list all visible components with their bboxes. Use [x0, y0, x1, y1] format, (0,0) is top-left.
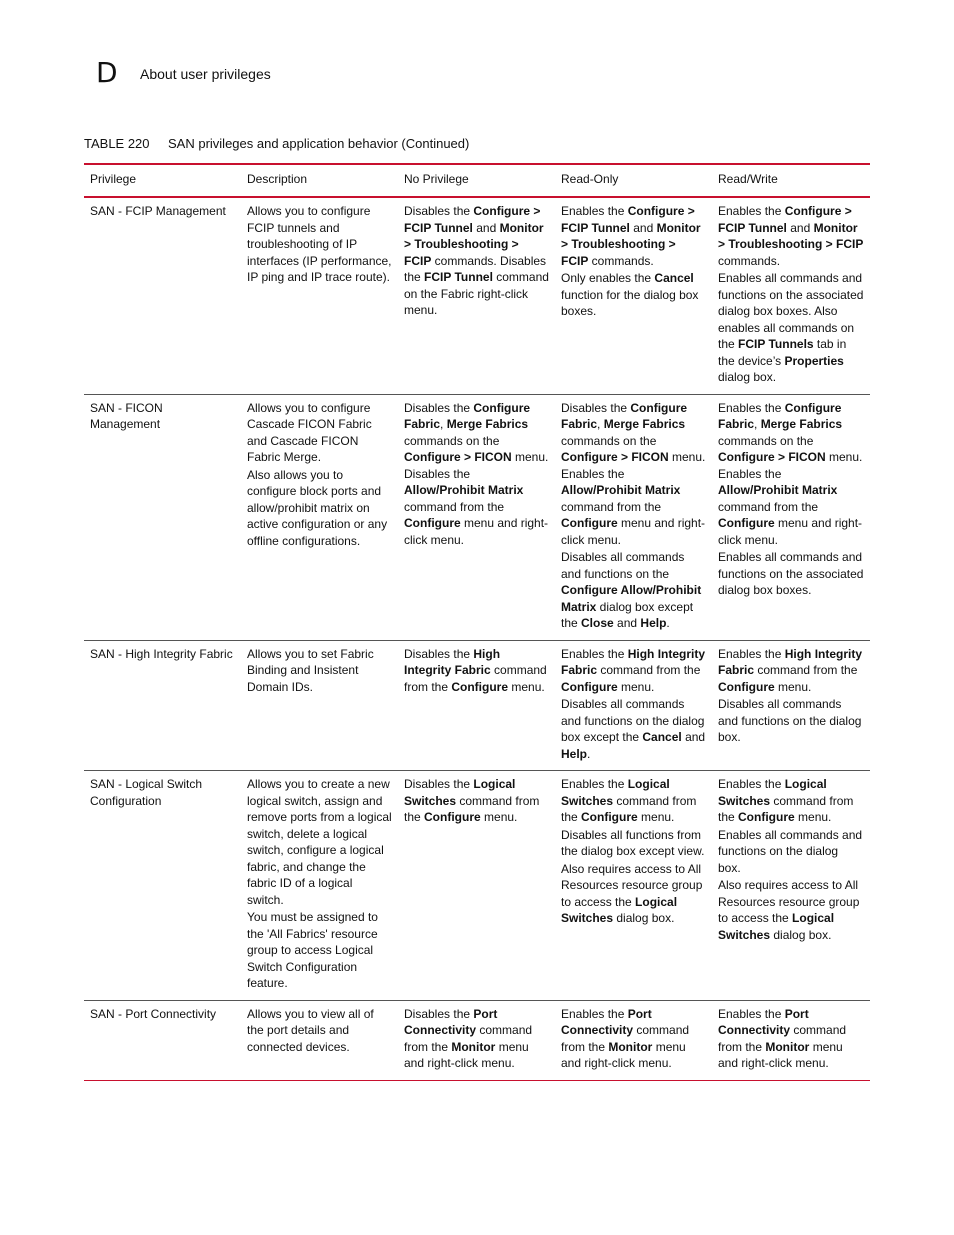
cell-paragraph: Enables all commands and functions on the associated dialog box boxes. Also enables all commands on the FCIP Tunnels tab in the device’s Properties dialog box. [718, 271, 864, 384]
cell-paragraph: Enables all commands and functions on the associated dialog box boxes. [718, 550, 864, 597]
table-header [84, 164, 870, 197]
cell-read-write [712, 640, 870, 771]
cell-description [241, 197, 398, 394]
cell-read-only [555, 197, 712, 394]
cell-paragraph: Also allows you to configure block ports and allow/prohibit matrix on active configuration or any offline configurations. [247, 467, 388, 548]
cell-paragraph: Enables the Logical Switches command from the Configure menu. [561, 777, 697, 824]
cell-paragraph: Disables the Configure Fabric, Merge Fabrics commands on the Configure > FICON menu. Disables the Allow/Prohibit Matrix command from the Configure menu and right-click menu. [404, 400, 549, 547]
cell-paragraph: Allows you to view all of the port details and connected devices. [247, 1006, 374, 1054]
cell-paragraph: Also requires access to All Resources resource group to access the Logical Switches dialog box. [718, 878, 860, 942]
cell-no-privilege [398, 197, 555, 394]
cell-paragraph: Enables the Port Connectivity command from the Monitor menu and right-click menu. [718, 1006, 847, 1070]
cell-paragraph: Enables the High Integrity Fabric command from the Configure menu. [718, 646, 863, 694]
cell-paragraph: Only enables the Cancel function for the dialog box boxes. [561, 271, 699, 318]
cell-paragraph: Disables the Logical Switches command from the Configure menu. [404, 777, 540, 824]
cell-paragraph: Enables the Configure > FCIP Tunnel and Monitor > Troubleshooting > FCIP commands. [718, 204, 864, 268]
cell-description [241, 640, 398, 771]
column-header-read-only: Read-Only [561, 172, 619, 187]
cell-paragraph: SAN - Port Connectivity [90, 1006, 217, 1021]
cell-description [241, 394, 398, 640]
cell-privilege [84, 771, 241, 1001]
cell-paragraph: SAN - FICON Management [90, 400, 163, 431]
cell-paragraph: Enables all commands and functions on the dialog box. [718, 827, 863, 875]
cell-paragraph: Disables the Port Connectivity command from the Monitor menu and right-click menu. [404, 1006, 533, 1070]
cell-read-write [712, 1000, 870, 1080]
column-header-description: Description [247, 172, 308, 187]
cell-paragraph: Allows you to configure Cascade FICON Fabric and Cascade FICON Fabric Merge. [247, 400, 372, 464]
cell-read-write [712, 771, 870, 1001]
cell-no-privilege [398, 1000, 555, 1080]
cell-paragraph: SAN - FCIP Management [90, 204, 226, 218]
cell-paragraph: Disables all commands and functions on the dialog box. [718, 697, 862, 744]
cell-no-privilege [398, 640, 555, 771]
cell-paragraph: SAN - Logical Switch Configuration [90, 777, 203, 808]
section-title: About user privileges [140, 66, 271, 82]
cell-read-only [555, 640, 712, 771]
chapter-letter: D [96, 56, 118, 89]
cell-paragraph: Disables all commands and functions on the dialog box except the Cancel and Help. [561, 697, 706, 761]
table-row [84, 394, 870, 640]
cell-no-privilege [398, 394, 555, 640]
cell-paragraph: Also requires access to All Resources resource group to access the Logical Switches dialog box. [561, 861, 703, 925]
header-row [84, 164, 870, 197]
cell-no-privilege [398, 771, 555, 1001]
cell-paragraph: Allows you to configure FCIP tunnels and troubleshooting of IP interfaces (IP performance, IP ping and IP trace route). [247, 204, 392, 284]
column-header-privilege: Privilege [90, 172, 137, 187]
cell-privilege [84, 197, 241, 394]
cell-paragraph: Allows you to create a new logical switch, assign and remove ports from a logical switch, delete a logical switch, configure a logical fabric, and change the fabric ID of a logical switch. [247, 777, 392, 907]
table-row [84, 771, 870, 1001]
cell-paragraph: Enables the Configure > FCIP Tunnel and Monitor > Troubleshooting > FCIP commands. [561, 204, 701, 268]
table-caption [84, 136, 469, 151]
table-number: TABLE 220 [84, 136, 150, 151]
table-row [84, 197, 870, 394]
cell-paragraph: SAN - High Integrity Fabric [90, 646, 233, 661]
cell-paragraph: Disables all functions from the dialog box except view. [561, 827, 705, 858]
cell-read-write [712, 197, 870, 394]
cell-read-write [712, 394, 870, 640]
cell-paragraph: Enables the Port Connectivity command from the Monitor menu and right-click menu. [561, 1006, 690, 1070]
cell-paragraph: Enables the Configure Fabric, Merge Fabrics commands on the Configure > FICON menu. Enables the Allow/Prohibit Matrix command from the Configure menu and right-click menu. [718, 400, 863, 547]
cell-paragraph: You must be assigned to the 'All Fabrics' resource group to access Logical Switch Configuration feature. [247, 910, 378, 990]
table-title: SAN privileges and application behavior (Continued) [168, 136, 470, 151]
cell-description [241, 1000, 398, 1080]
cell-privilege [84, 1000, 241, 1080]
table-body [84, 197, 870, 1080]
cell-paragraph: Allows you to set Fabric Binding and Insistent Domain IDs. [247, 646, 374, 694]
cell-read-only [555, 1000, 712, 1080]
cell-description [241, 771, 398, 1001]
cell-paragraph: Disables the High Integrity Fabric command from the Configure menu. [404, 646, 547, 694]
privileges-table [84, 163, 870, 1081]
cell-privilege [84, 640, 241, 771]
cell-paragraph: Disables the Configure Fabric, Merge Fabrics commands on the Configure > FICON menu. Enables the Allow/Prohibit Matrix command from the Configure menu and right-click menu. [561, 400, 706, 547]
cell-read-only [555, 394, 712, 640]
cell-paragraph: Disables all commands and functions on the Configure Allow/Prohibit Matrix dialog box except the Close and Help. [561, 550, 702, 630]
column-header-no-privilege: No Privilege [404, 172, 469, 187]
cell-paragraph: Disables the Configure > FCIP Tunnel and Monitor > Troubleshooting > FCIP commands. Disables the FCIP Tunnel command on the Fabric right-click menu. [404, 204, 549, 317]
cell-paragraph: Enables the High Integrity Fabric command from the Configure menu. [561, 646, 706, 694]
table-row [84, 1000, 870, 1080]
table-row [84, 640, 870, 771]
cell-read-only [555, 771, 712, 1001]
cell-privilege [84, 394, 241, 640]
cell-paragraph: Enables the Logical Switches command from the Configure menu. [718, 777, 854, 824]
column-header-read-write: Read/Write [718, 172, 778, 187]
